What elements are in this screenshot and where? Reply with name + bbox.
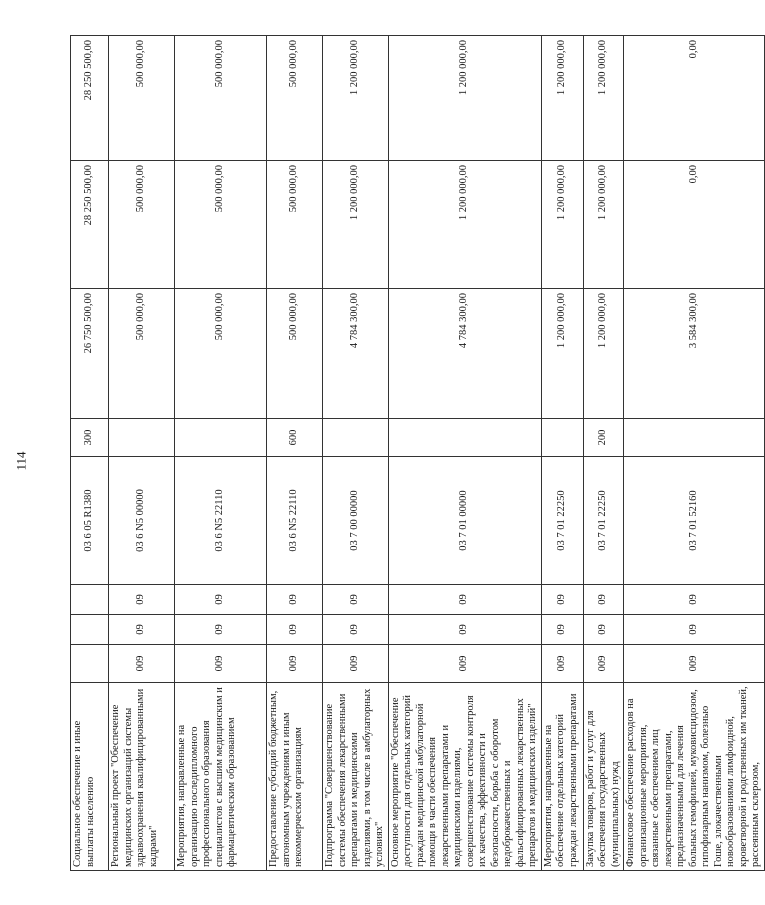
- subsection-code: 09: [624, 585, 765, 615]
- section-code: 09: [541, 615, 583, 645]
- expense-type: [175, 419, 267, 457]
- admin-code: 009: [175, 645, 267, 683]
- target-article: 03 6 05 R1380: [71, 457, 109, 585]
- amount-2: 28 250 500,00: [71, 161, 109, 289]
- row-name: Подпрограмма "Совершенствование системы обеспечения лекарственными препаратами и медицинскими изделиями, в том числе в амбулаторных условиях": [323, 683, 389, 871]
- subsection-code: 09: [323, 585, 389, 615]
- admin-code: 009: [267, 645, 323, 683]
- table-row: [541, 36, 583, 871]
- section-code: 09: [624, 615, 765, 645]
- row-name: Региональный проект "Обеспечение медицинских организаций системы здравоохранения квалифицированными кадрами": [109, 683, 175, 871]
- amount-2: 500 000,00: [109, 161, 175, 289]
- row-name: Мероприятия, направленные на обеспечение отдельных категорий граждан лекарственными препаратами: [541, 683, 583, 871]
- table-row: [267, 36, 323, 871]
- table-row: [323, 36, 389, 871]
- amount-1: 500 000,00: [267, 289, 323, 419]
- admin-code: 009: [624, 645, 765, 683]
- amount-2: 500 000,00: [267, 161, 323, 289]
- amount-2: 500 000,00: [175, 161, 267, 289]
- section-code: 09: [388, 615, 541, 645]
- subsection-code: 09: [388, 585, 541, 615]
- amount-2: 1 200 000,00: [388, 161, 541, 289]
- expense-type: 300: [71, 419, 109, 457]
- expense-type: [323, 419, 389, 457]
- expense-type: [541, 419, 583, 457]
- amount-1: 3 584 300,00: [624, 289, 765, 419]
- amount-3: 28 250 500,00: [71, 36, 109, 161]
- section-code: 09: [323, 615, 389, 645]
- amount-2: 1 200 000,00: [583, 161, 624, 289]
- expense-type: 200: [583, 419, 624, 457]
- subsection-code: [71, 585, 109, 615]
- subsection-code: 09: [109, 585, 175, 615]
- amount-1: 1 200 000,00: [583, 289, 624, 419]
- admin-code: 009: [109, 645, 175, 683]
- expense-type: [624, 419, 765, 457]
- row-name: Закупка товаров, работ и услуг для обеспечения государственных (муниципальных) нужд: [583, 683, 624, 871]
- budget-table: [70, 35, 765, 871]
- row-name: Основное мероприятие "Обеспечение доступности для отдельных категорий граждан медицинской амбулаторной помощи в части обеспечения лекарственными препаратами и медицинскими изделиями, совершенствование системы контроля их качества, эффективности и безопасности, борьба с оборотом недоброкачественных и фальсифицированных лекарственных препаратов и медицинских изделий": [388, 683, 541, 871]
- row-name: Предоставление субсидий бюджетным, автономным учреждениям и иным некоммерческим организациям: [267, 683, 323, 871]
- subsection-code: 09: [175, 585, 267, 615]
- budget-table-viewport: [70, 36, 761, 871]
- amount-3: 1 200 000,00: [323, 36, 389, 161]
- subsection-code: 09: [583, 585, 624, 615]
- amount-2: 1 200 000,00: [541, 161, 583, 289]
- amount-1: 500 000,00: [109, 289, 175, 419]
- admin-code: [71, 645, 109, 683]
- amount-1: 4 784 300,00: [323, 289, 389, 419]
- admin-code: 009: [583, 645, 624, 683]
- amount-3: 1 200 000,00: [388, 36, 541, 161]
- amount-2: 0,00: [624, 161, 765, 289]
- budget-table-rotated: [70, 36, 761, 871]
- section-code: [71, 615, 109, 645]
- table-row: [175, 36, 267, 871]
- amount-1: 1 200 000,00: [541, 289, 583, 419]
- expense-type: [388, 419, 541, 457]
- amount-3: 1 200 000,00: [541, 36, 583, 161]
- amount-3: 500 000,00: [175, 36, 267, 161]
- target-article: 03 7 01 22250: [583, 457, 624, 585]
- target-article: 03 7 01 22250: [541, 457, 583, 585]
- amount-1: 500 000,00: [175, 289, 267, 419]
- section-code: 09: [267, 615, 323, 645]
- subsection-code: 09: [267, 585, 323, 615]
- amount-1: 26 750 500,00: [71, 289, 109, 419]
- row-name: Мероприятия, направленные на организацию последипломного профессионального образования специалистов с высшим медицинским и фармацевтическим образованием: [175, 683, 267, 871]
- section-code: 09: [109, 615, 175, 645]
- table-row: [388, 36, 541, 871]
- row-name: Социальное обеспечение и иные выплаты населению: [71, 683, 109, 871]
- target-article: 03 7 00 00000: [323, 457, 389, 585]
- section-code: 09: [583, 615, 624, 645]
- expense-type: [109, 419, 175, 457]
- target-article: 03 7 01 52160: [624, 457, 765, 585]
- target-article: 03 6 N5 22110: [175, 457, 267, 585]
- table-row: [109, 36, 175, 871]
- subsection-code: 09: [541, 585, 583, 615]
- amount-2: 1 200 000,00: [323, 161, 389, 289]
- amount-3: 500 000,00: [267, 36, 323, 161]
- amount-1: 4 784 300,00: [388, 289, 541, 419]
- amount-3: 1 200 000,00: [583, 36, 624, 161]
- admin-code: 009: [388, 645, 541, 683]
- table-row: [71, 36, 109, 871]
- admin-code: 009: [541, 645, 583, 683]
- target-article: 03 6 N5 22110: [267, 457, 323, 585]
- table-row: [624, 36, 765, 871]
- amount-3: 0,00: [624, 36, 765, 161]
- target-article: 03 7 01 00000: [388, 457, 541, 585]
- section-code: 09: [175, 615, 267, 645]
- table-row: [583, 36, 624, 871]
- row-name: Финансовое обеспечение расходов на организационные мероприятия, связанные с обеспечением лиц лекарственными препаратами, предназначенными для лечения больных гемофилией, муковисцидозом, гипофизарным нанизмом, болезнью Гоше, злокачественными новообразованиями лимфоидной, кроветворной и родственных им тканей, рассеянным склерозом,: [624, 683, 765, 871]
- amount-3: 500 000,00: [109, 36, 175, 161]
- target-article: 03 6 N5 00000: [109, 457, 175, 585]
- page-number: 114: [14, 451, 29, 471]
- expense-type: 600: [267, 419, 323, 457]
- admin-code: 009: [323, 645, 389, 683]
